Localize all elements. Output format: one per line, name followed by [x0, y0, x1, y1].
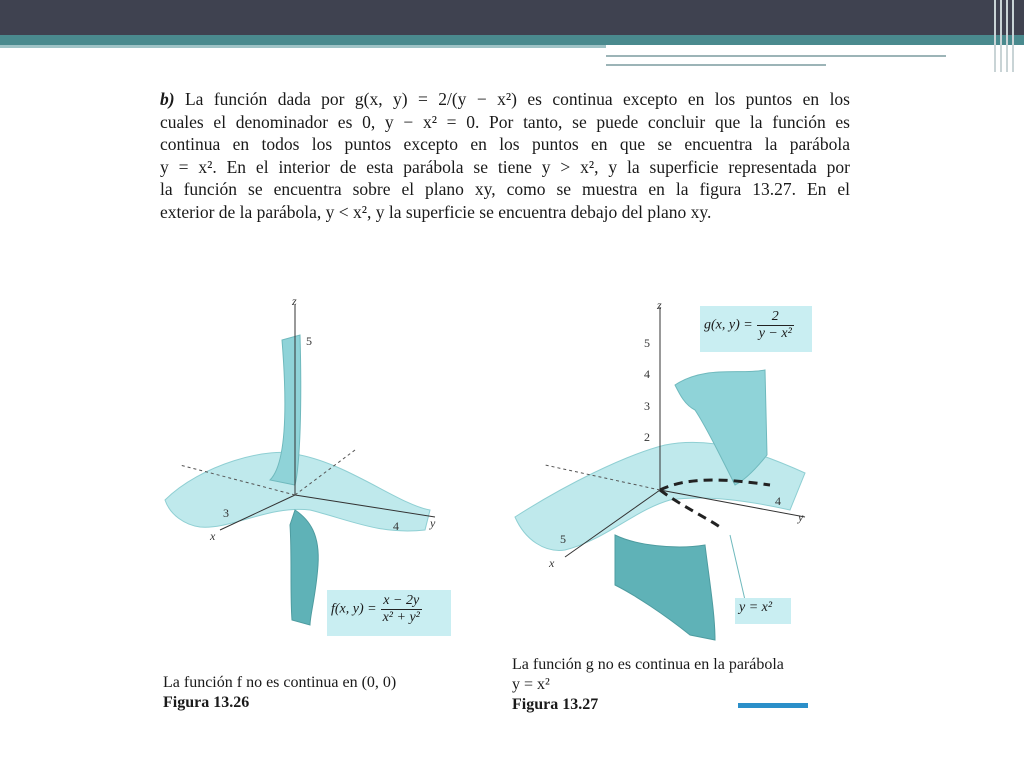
paragraph-line-3: continua en todos los puntos excepto en los puntos en que se encuentra la parábola [160, 134, 850, 154]
paragraph-line-1: La función dada por g(x, y) = 2/(y − x²) es continua excepto en los puntos en los [174, 89, 850, 109]
parabola-label-text: y = x² [739, 600, 773, 615]
formula-f-lhs: f(x, y) = [331, 601, 377, 617]
paragraph-line-2: cuales el denominador es 0, y − x² = 0. Por tanto, se puede concluir que la función es [160, 111, 850, 132]
header-right-strip [990, 0, 1024, 72]
x-tick-3: 3 [223, 506, 229, 520]
z-tick-2-right: 2 [644, 430, 650, 444]
z-axis-label: z [292, 295, 297, 308]
y-tick-4: 4 [393, 519, 399, 533]
z-axis-label-right: z [657, 298, 662, 312]
formula-f-denominator: x² + y² [382, 610, 420, 625]
formula-g-denominator: y − x² [758, 326, 792, 341]
y-axis-label-right: y [798, 510, 804, 524]
paragraph-line-6: exterior de la parábola, y < x², y la superficie se encuentra debajo del plano xy. [160, 201, 712, 222]
z-tick-5-right: 5 [644, 336, 650, 350]
formula-g-lhs: g(x, y) = [704, 317, 753, 333]
caption-13-27-line-1: La función g no es continua en la parábola [512, 656, 784, 673]
z-tick-3-right: 3 [644, 399, 650, 413]
header-dark-bar [0, 0, 1024, 35]
x-axis-label-right: x [549, 556, 555, 570]
header-inset-line-1 [606, 55, 946, 57]
formula-f-numerator: x − 2y [381, 593, 422, 610]
z-tick-5: 5 [306, 334, 312, 348]
figure-13-26-label: Figura 13.26 [163, 694, 250, 711]
formula-f-label [327, 590, 451, 636]
accent-blue-bar [738, 703, 808, 708]
y-tick-4-right: 4 [775, 494, 781, 508]
header-teal-bar [0, 35, 1024, 45]
caption-13-26 [163, 673, 396, 713]
x-axis-label: x [210, 529, 216, 543]
header-inset [606, 45, 1024, 71]
explanation-paragraph [160, 88, 850, 223]
y-axis-label: y [430, 516, 436, 530]
caption-13-26-text: La función f no es continua en (0, 0) [163, 674, 397, 691]
paragraph-line-4: y = x². En el interior de esta parábola se tiene y > x², y la superficie representada por [160, 156, 850, 177]
paragraph-line-5: la función se encuentra sobre el plano xy, como se muestra en la figura 13.27. En el [160, 179, 850, 199]
formula-g-numerator: 2 [757, 309, 794, 326]
parabola-label [735, 598, 791, 624]
caption-13-27-line-2: y = x² [512, 676, 550, 693]
header-inset-line-2 [606, 64, 826, 66]
formula-g-label [700, 306, 812, 352]
figure-13-27-label: Figura 13.27 [512, 696, 599, 713]
item-label: b) [160, 89, 175, 109]
x-tick-5-right: 5 [560, 532, 566, 546]
z-tick-4-right: 4 [644, 367, 650, 381]
